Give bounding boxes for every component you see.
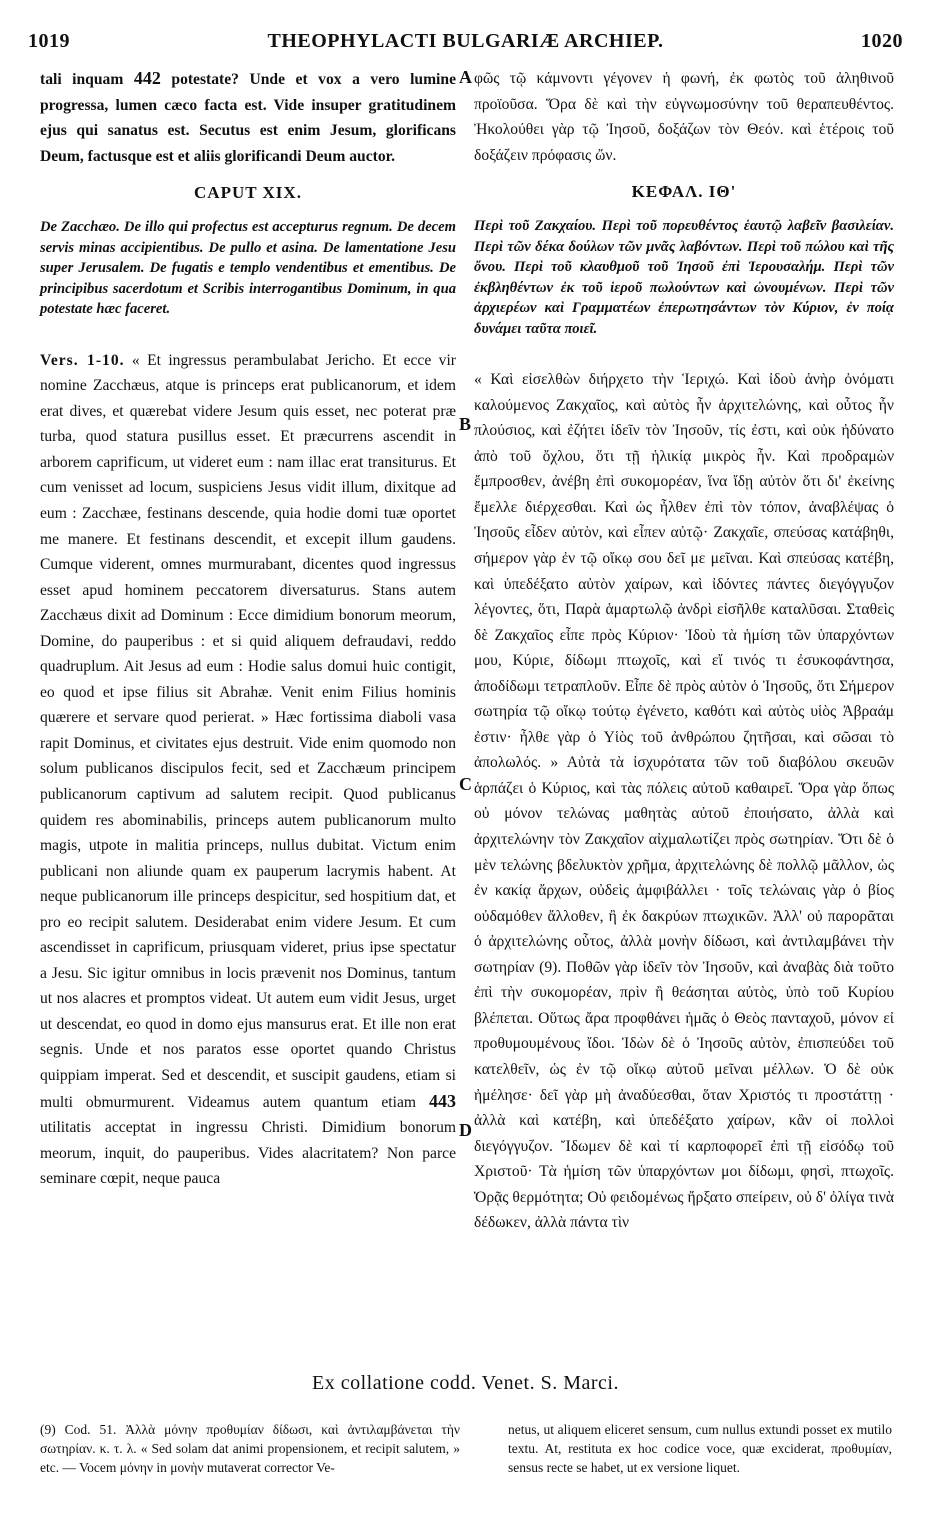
- collation-note: Ex collatione codd. Venet. S. Marci.: [311, 1372, 619, 1394]
- latin-verse-commentary: [40, 348, 456, 1192]
- margin-letter-a: A: [459, 67, 472, 87]
- latin-column: [40, 66, 456, 1192]
- latin-verse-text-continued: utilitatis acceptat in ingressu Christi. Dimidium bonorum meorum, inquit, do pauperibus. Vides alacritatem? Non parce seminare cœpit, neque pauca: [40, 1119, 456, 1188]
- footnote-left: (9) Cod. 51. Ἀλλὰ μόνην προθυμίαν δίδωσι, καὶ ἀντιλαμβάνεται τὴν σωτηρίαν. κ. τ. λ. « Sed solam dat animi propensionem, et recipit salutem, » etc. — Vocem μόνην in μονὴν mutaverat corrector Ve-: [40, 1421, 460, 1475]
- latin-verse-text: « Et ingressus perambulabat Jericho. Et ecce vir nomine Zacchæus, atque is princeps erat publicanorum, et idem erat dives, et quærebat videre Jesum quis esset, nec poterat præ turba, quod statura pusillus esset. Et præcurrens ascendit in arborem caprificum, ut videret eum : nam illac erat transiturus. Et cum venisset ad locum, suspiciens Jesus vidit illum, dixitque ad eum : Zacchæe, festinans descende, quia hodie domi tuæ oportet me manere. Et festinans descendit, et excepit illum gaudens. Cumque viderent, omnes murmurabant, dicentes quod ingressus esset apud hominem peccatorem diversaturus. Stans autem Zacchæus dixit ad Dominum : Ecce dimidium bonorum meorum, Domine, do pauperibus : et si quid aliquem defraudavi, reddo quadruplum. Ait Jesus ad eum : Hodie salus domui huic contigit, eo quod et ipse filius sit Abrahæ. Venit enim Filius hominis quærere et servare quod perierat. » Hæc fortissima diaboli vasa rapit Dominus, et civitates ejus destruit. Vide enim quomodo non solum publicanos discipulos fecit, sed et Zacchæum principem publicanorum captivum ad salutem recipit. Quod publicanus quidem res abominabilis, princeps autem publicanorum multo magis, utpote in malitia princeps, nullus dubitat. Victum enim publicani non aliunde quam ex pauperum lacrymis habent. At neque publicanorum ille princeps despicitur, sed hospitium dat, et pro eo recipit salutem. Desiderabat enim videre Jesum. Et cum ascendisset in caprificum, priusquam videret, prius ipse spectatur a Jesu. Sic igitur omnibus in locis prævenit nos Dominus, tantum ut nos alacres et promptos videat. Ut autem eum vidit Jesus, urget ut descendat, eo quod in domo ejus mansurus erat. Et ille non erat segnis. Unde et nos paratos esse oportet quando Christus quippiam imperat. Sed et descendit, et suscipit gaudens, etiam si multi obmurmurent. Videamus autem quantum etiam: [40, 351, 456, 1111]
- latin-intro: [40, 66, 456, 169]
- greek-intro: φῶς τῷ κάμνοντι γέγονεν ἡ φωνή, ἐκ φωτὸς τοῦ ἀληθινοῦ προϊοῦσα. Ὅρα δὲ καὶ τὴν εὐγνωμοσύνην τοῦ θεραπευθέντος. Ἠκολούθει γὰρ τῷ Ἰησοῦ, δοξάζων τὸν Θεόν. καὶ ἑτέροις τοῦ δοξάζειν πρόφασις ὤν.: [474, 70, 894, 164]
- page-number-right: 1020: [861, 30, 903, 52]
- inline-page-number-442: 442: [133, 68, 161, 88]
- running-title: THEOPHYLACTI BULGARIÆ ARCHIEP.: [267, 30, 664, 52]
- greek-chapter-heading: ΚΕΦΑΛ. ΙΘ': [631, 182, 737, 202]
- verse-reference: Vers. 1-10.: [40, 351, 125, 369]
- page-number-left: 1019: [28, 30, 70, 52]
- latin-intro-before: tali inquam: [40, 71, 124, 88]
- greek-column: [474, 66, 894, 1236]
- margin-letter-b: B: [459, 414, 472, 434]
- margin-letter-c: C: [459, 774, 472, 794]
- page-header: [28, 30, 903, 66]
- latin-chapter-summary: De Zacchæo. De illo qui profectus est accepturus regnum. De decem servis minas accipientibus. De pullo et asina. De lamentatione Jesu super Jerusalem. De fugatis e templo vendentibus et ementibus. De principibus sacerdotum et Scribis interrogantibus Dominum, in qua potestate hæc faceret.: [40, 219, 456, 318]
- latin-chapter-heading: CAPUT XIX.: [194, 183, 302, 203]
- inline-page-number-443: 443: [429, 1090, 456, 1111]
- footnote-right: netus, ut aliquem eliceret sensum, cum nullus extundi posset ex mutilo textu. At, restituta ex hoc codice voce, quæ exciderat, προθυμίαν, sensus recte se habet, ut ex versione liquet.: [508, 1421, 892, 1475]
- greek-verse-commentary: « Καὶ εἰσελθὼν διήρχετο τὴν Ἱεριχώ. Καὶ ἰδοὺ ἀνὴρ ὀνόματι καλούμενος Ζακχαῖος, καὶ αὐτὸς ἦν ἀρχιτελώνης, καὶ οὗτος ἦν πλούσιος, καὶ ἐζήτει ἰδεῖν τὸν Ἰησοῦν, τίς ἐστι, καὶ οὐκ ἠδύνατο ἀπὸ τοῦ ὄχλου, ὅτι τῇ ἡλικίᾳ μικρὸς ἦν. Καὶ προδραμὼν ἔμπροσθεν, ἀνέβη ἐπὶ συκομορέαν, ἵνα ἴδῃ αὐτὸν ὅτι δι' ἐκείνης ἔμελλε διέρχεσθαι. Καὶ ὡς ἦλθεν ἐπὶ τὸν τόπον, ἀναβλέψας ὁ Ἰησοῦς εἶδεν αὐτὸν, καὶ εἶπεν αὐτῷ· Ζακχαῖε, σπεύσας κατάβηθι, σήμερον γὰρ ἐν τῷ οἴκῳ σου δεῖ με μεῖναι. Καὶ σπεύσας κατέβη, καὶ ὑπεδέξατο αὐτὸν χαίρων, καὶ ἰδόντες πάντες διεγόγγυζον λέγοντες, ὅτι, Παρὰ ἁμαρτωλῷ ἀνδρὶ εἰσῆλθε καταλῦσαι. Σταθεὶς δὲ Ζακχαῖος εἶπε πρὸς Κύριον· Ἰδοὺ τὰ ἡμίση τῶν ὑπαρχόντων μου, Κύριε, δίδωμι πτωχοῖς, καὶ εἴ τινός τι ἐσυκοφάντησα, ἀποδίδωμι τετραπλοῦν. Εἶπε δὲ πρὸς αὐτὸν ὁ Ἰησοῦς, ὅτι Σήμερον σωτηρία τῷ οἴκῳ τούτῳ ἐγένετο, καθότι καὶ αὐτὸς υἱὸς Ἀβραάμ ἐστιν· ἦλθε γὰρ ὁ Υἱὸς τοῦ ἀνθρώπου ζητῆσαι, καὶ σῶσαι τὸ ἀπολωλός. » Αὐτὰ τὰ ἰσχυρότατα τῶν τοῦ διαβόλου σκευῶν ἁρπάζει ὁ Κύριος, καὶ τὰς πόλεις αὐτοῦ καθαιρεῖ. Ὅρα γὰρ ὅπως οὐ μόνον τελώνας μαθητὰς αὐτοῦ ἐποιήσατο, ἀλλὰ καὶ ἀρχιτελώνην τὸν Ζακχαῖον αἰχμαλωτίζει πρὸς σωτηρίαν. Ὅτι δὲ ὁ μὲν τελώνης βδελυκτὸν χρῆμα, ἀρχιτελώνης δὲ πολλῷ μᾶλλον, ὡς ἐν κακίᾳ ἄρχων, οὐδεὶς ἀμφιβάλλει · τοῖς τελώναις γὰρ ὁ βίος οὐδαμόθεν ἄλλοθεν, ἢ ἐκ δακρύων πτωχικῶν. Ἀλλ' οὐ παρορᾶται ὁ ἀρχιτελώνης οὗτος, ἀλλὰ μονὴν δίδωσι, καὶ ἀντιλαμβάνει τὴν σωτηρίαν (9). Ποθῶν γὰρ ἰδεῖν τὸν Ἰησοῦν, καὶ ἀναβὰς διὰ τοῦτο ἐπὶ τὴν συκομορέαν, πρὶν ἢ θεάσηται αὐτὸς, ὑπὸ τοῦ Κυρίου βλέπεται. Οὕτως ἄρα προφθάνει ἡμᾶς ὁ Θεὸς πανταχοῦ, μόνον εἰ προθυμουμένους ἴδοι. Ἰδὼν δὲ ὁ Ἰησοῦς αὐτὸν, ἐπισπεύδει τοῦ κατελθεῖν, ὡς ἐν τῷ οἴκῳ αὐτοῦ μεῖναι μέλλων. Ὁ δὲ οὐκ ἠμέλησε· δεῖ γὰρ μὴ ἀναδύεσθαι, ὅταν Χριστός τι προστάττῃ · ἀλλὰ καὶ κατέβη, καὶ ὑπεδέξατο χαίρων, κἂν οἱ πολλοὶ διεγόγγυζον. Ἴδωμεν δὲ καὶ τί καρποφορεῖ ἐπὶ τῇ εἰσόδῳ τοῦ Χριστοῦ· Τὰ ἡμίση τῶν ὑπαρχόντων μοι δίδωμι, φησὶ, πτωχοῖς. Ὁρᾷς θερμότητα; Οὐ φειδομένως ἤρξατο σπείρειν, οὐ δ' ὀλίγα τινὰ δέδωκεν, ἀλλὰ πάντα τὶν: [474, 371, 894, 1232]
- latin-intro-after: potestate? Unde et vox a vero lumine progressa, lumen cæco facta est. Vide insuper gratitudinem ejus qui sanatus est. Secutus est enim Jesum, glorificans Deum, factusque est et aliis glorificandi Deum auctor.: [40, 71, 456, 165]
- margin-letter-d: D: [459, 1120, 472, 1140]
- greek-chapter-summary: Περὶ τοῦ Ζακχαίου. Περὶ τοῦ πορευθέντος ἑαυτῷ λαβεῖν βασιλείαν. Περὶ τῶν δέκα δούλων τῶν μνᾶς λαβόντων. Περὶ τοῦ πώλου καὶ τῆς ὄνου. Περὶ τοῦ κλαυθμοῦ τοῦ Ἰησοῦ ἐπὶ Ἱερουσαλήμ. Περὶ τῶν ἐκβληθέντων ἐκ τοῦ ἱεροῦ πωλούντων καὶ ὠνουμένων. Περὶ τῶν ἀρχιερέων καὶ Γραμματέων ἐπερωτησάντων τὸν Κύριον, ἐν ποίᾳ δυνάμει ταῦτα ποιεῖ.: [474, 218, 894, 337]
